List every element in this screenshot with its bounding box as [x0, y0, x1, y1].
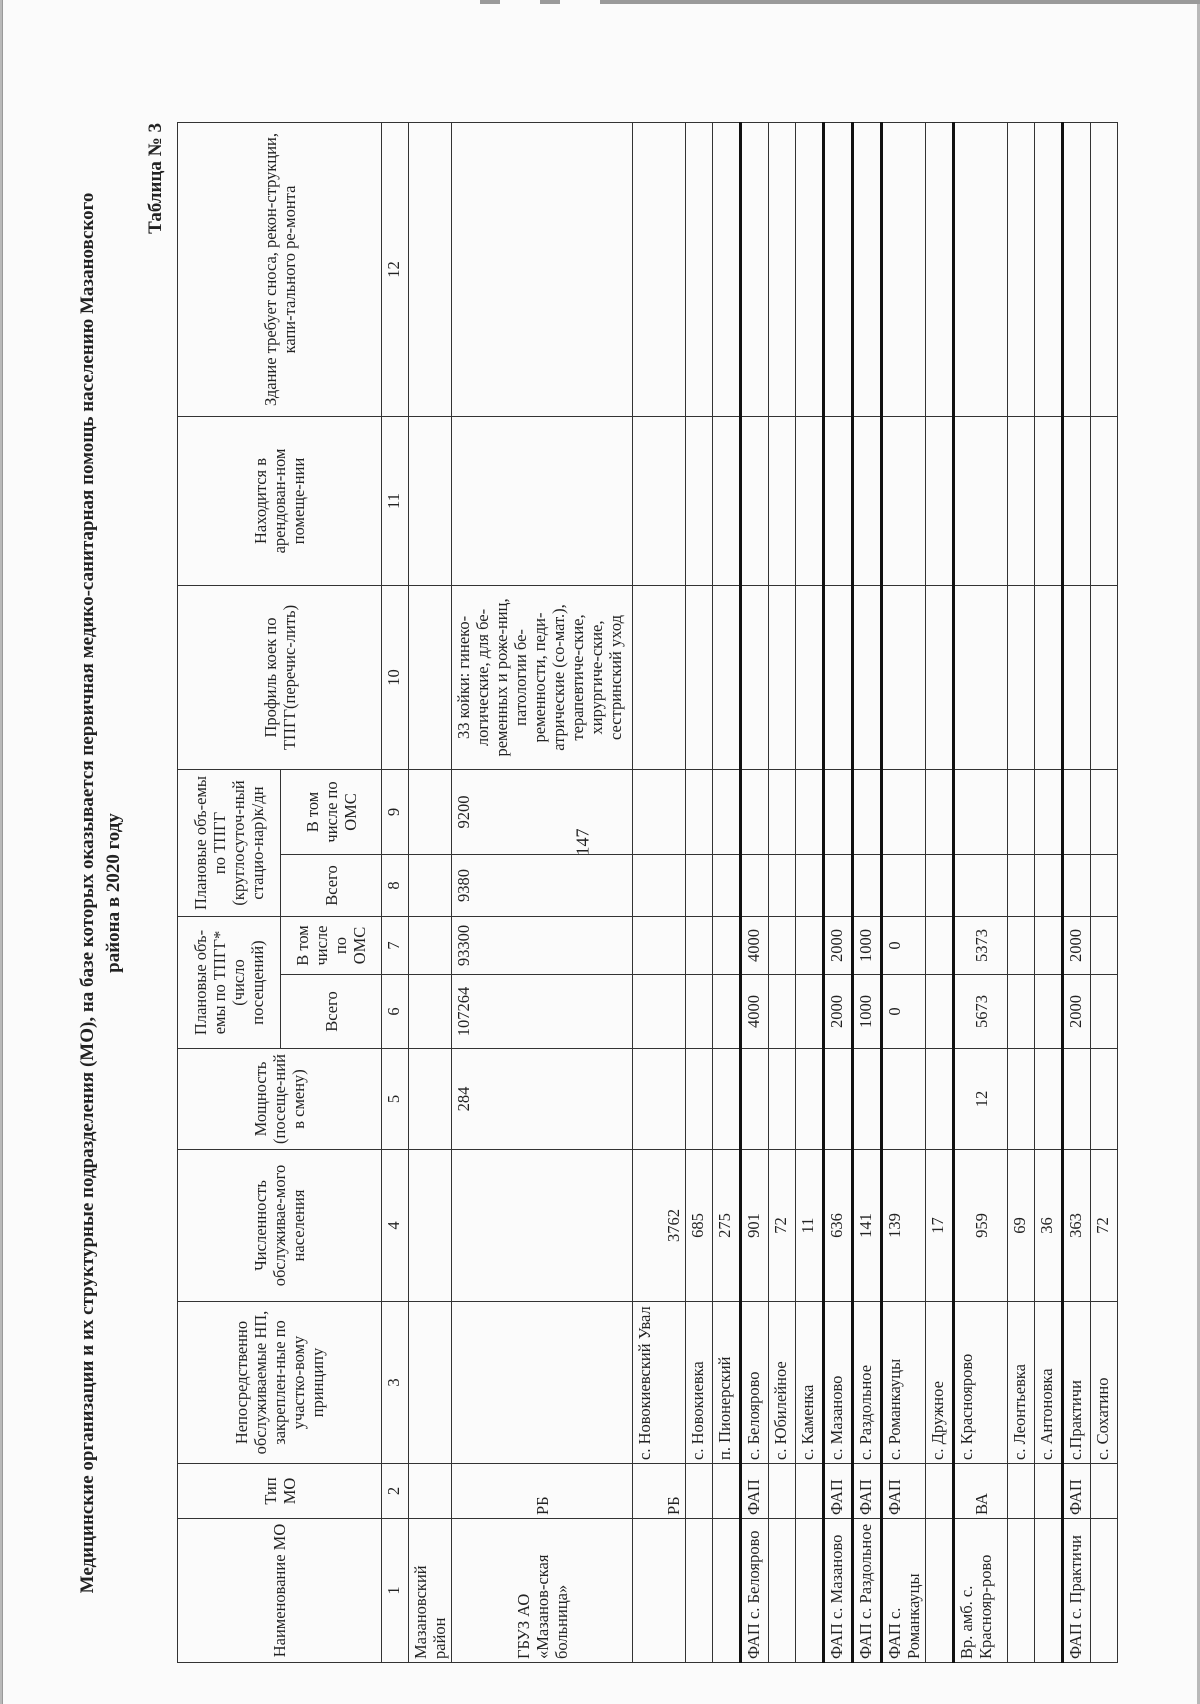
table-row — [882, 122, 926, 1662]
table-cell-c6: 4000 — [741, 975, 769, 1049]
table-cell-c8 — [853, 855, 882, 917]
table-cell-c3: с. Юбилейное — [769, 1302, 796, 1464]
table-cell-c3: с.Практичи — [1063, 1302, 1091, 1464]
table-cell-c12 — [853, 122, 882, 416]
table-cell-c1: Мазановский район — [409, 1519, 452, 1663]
table-cell-c11 — [853, 416, 882, 585]
document-title: Медицинские организации и их структурные подразделения (МО), на базе которых оказывается первичная медико-санитарная помощь населению Мазановского района в 2020 году — [77, 192, 124, 1594]
table-cell-c1 — [633, 1519, 686, 1663]
table-cell-c5: 284 — [452, 1049, 633, 1150]
table-cell-c9: 9200 — [452, 769, 633, 854]
table-cell-c9 — [633, 769, 686, 854]
table-cell-c3: с. Мазаново — [824, 1302, 853, 1464]
table-cell-c1: Вр. амб. с. Краснояр-рово — [954, 1519, 1008, 1663]
header-row — [178, 122, 281, 1662]
table-cell-c8 — [954, 855, 1008, 917]
table-row — [1008, 122, 1035, 1662]
table-cell-c4: 36 — [1035, 1150, 1063, 1302]
table-cell-c2 — [1035, 1464, 1063, 1519]
table-cell-c4: 11 — [796, 1150, 824, 1302]
table-cell-c3 — [452, 1302, 633, 1464]
table-cell-c10 — [633, 585, 686, 769]
table-cell-c9 — [409, 769, 452, 854]
table-cell-c10 — [1091, 585, 1118, 769]
table-cell-c8 — [633, 855, 686, 917]
table-cell-c11 — [1091, 416, 1118, 585]
table-cell-c4: 901 — [741, 1150, 769, 1302]
table-cell-c10 — [796, 585, 824, 769]
table-cell-c2 — [796, 1464, 824, 1519]
table-cell-c1 — [769, 1519, 796, 1663]
table-row — [824, 122, 853, 1662]
column-number: 11 — [382, 416, 409, 585]
table-cell-c9 — [796, 769, 824, 854]
table-cell-c4: 959 — [954, 1150, 1008, 1302]
table-cell-c2 — [686, 1464, 713, 1519]
table-cell-c3: с. Романкауцы — [882, 1302, 926, 1464]
table-cell-c2: ФАП — [824, 1464, 853, 1519]
table-cell-c8 — [1063, 855, 1091, 917]
header-visits-group: Плановые объ-емы по ТПГГ*(число посещений) — [178, 917, 281, 1049]
table-cell-c10: 33 койки: гинеко-логические, для бе-ременных и роже-ниц, патологии бе-ременности, педи-атрические (со-мат.), терапевтиче-ские, хирургиче-ские, сестринский уход — [452, 585, 633, 769]
table-cell-c12 — [686, 122, 713, 416]
table-row — [796, 122, 824, 1662]
table-cell-c10 — [686, 585, 713, 769]
table-cell-c3: с. Новокиевка — [686, 1302, 713, 1464]
table-cell-c4: 3762 — [633, 1150, 686, 1302]
table-cell-c3: с. Антоновка — [1035, 1302, 1063, 1464]
table-cell-c9 — [713, 769, 741, 854]
table-cell-c2 — [1091, 1464, 1118, 1519]
table-cell-c5 — [769, 1049, 796, 1150]
table-cell-c11 — [713, 416, 741, 585]
table-cell-c10 — [1008, 585, 1035, 769]
table-cell-c7: 4000 — [741, 917, 769, 975]
table-cell-c4: 275 — [713, 1150, 741, 1302]
table-cell-c3: с. Сохатино — [1091, 1302, 1118, 1464]
table-cell-c10 — [769, 585, 796, 769]
table-cell-c2: РБ — [452, 1464, 633, 1519]
table-cell-c11 — [1008, 416, 1035, 585]
table-cell-c10 — [824, 585, 853, 769]
table-cell-c12 — [882, 122, 926, 416]
table-cell-c11 — [954, 416, 1008, 585]
table-cell-c4: 72 — [1091, 1150, 1118, 1302]
table-cell-c7 — [796, 917, 824, 975]
table-cell-c7: 0 — [882, 917, 926, 975]
table-cell-c10 — [1063, 585, 1091, 769]
table-cell-c10 — [713, 585, 741, 769]
table-cell-c8: 9380 — [452, 855, 633, 917]
table-cell-c10 — [926, 585, 954, 769]
table-cell-c11 — [926, 416, 954, 585]
table-cell-c4: 69 — [1008, 1150, 1035, 1302]
table-cell-c2 — [769, 1464, 796, 1519]
table-cell-c4: 685 — [686, 1150, 713, 1302]
table-body — [409, 122, 1118, 1662]
table-cell-c9 — [1091, 769, 1118, 854]
table-cell-c7 — [1008, 917, 1035, 975]
table-cell-c9 — [686, 769, 713, 854]
table-cell-c11 — [824, 416, 853, 585]
table-cell-c6: 2000 — [824, 975, 853, 1049]
table-cell-c6: 0 — [882, 975, 926, 1049]
table-cell-c12 — [713, 122, 741, 416]
table-cell-c3: с. Дружное — [926, 1302, 954, 1464]
table-row — [769, 122, 796, 1662]
table-cell-c1: ФАП с. Мазаново — [824, 1519, 853, 1663]
table-cell-c7 — [713, 917, 741, 975]
table-cell-c11 — [1035, 416, 1063, 585]
table-cell-c6: 2000 — [1063, 975, 1091, 1049]
column-number: 12 — [382, 122, 409, 416]
table-cell-c8 — [686, 855, 713, 917]
table-cell-c7 — [1091, 917, 1118, 975]
table-cell-c12 — [452, 122, 633, 416]
table-cell-c12 — [1008, 122, 1035, 416]
column-number-row — [382, 122, 409, 1662]
table-cell-c7: 1000 — [853, 917, 882, 975]
column-number: 4 — [382, 1150, 409, 1302]
table-cell-c7: 5373 — [954, 917, 1008, 975]
table-cell-c7 — [1035, 917, 1063, 975]
facilities-table — [177, 122, 1118, 1663]
table-cell-c8 — [741, 855, 769, 917]
header-name: Наименование МО — [178, 1519, 382, 1663]
table-cell-c10 — [853, 585, 882, 769]
table-cell-c7 — [686, 917, 713, 975]
table-cell-c5 — [853, 1049, 882, 1150]
table-row — [713, 122, 741, 1662]
table-cell-c6 — [1035, 975, 1063, 1049]
table-cell-c1: ГБУЗ АО «Мазанов-ская больница» — [452, 1519, 633, 1663]
table-cell-c7: 2000 — [824, 917, 853, 975]
table-cell-c5 — [713, 1049, 741, 1150]
table-cell-c3: с. Красноярово — [954, 1302, 1008, 1464]
table-cell-c11 — [882, 416, 926, 585]
table-cell-c2: ФАП — [882, 1464, 926, 1519]
table-cell-c5 — [741, 1049, 769, 1150]
header-visits-total: Всего — [281, 975, 382, 1049]
column-number: 10 — [382, 585, 409, 769]
table-cell-c6 — [713, 975, 741, 1049]
table-cell-c11 — [409, 416, 452, 585]
table-cell-c7: 93300 — [452, 917, 633, 975]
table-row — [853, 122, 882, 1662]
table-cell-c8 — [824, 855, 853, 917]
table-row — [686, 122, 713, 1662]
table-cell-c9 — [769, 769, 796, 854]
table-cell-c3: с. Леонтьевка — [1008, 1302, 1035, 1464]
table-cell-c9 — [882, 769, 926, 854]
table-cell-c4: 17 — [926, 1150, 954, 1302]
table-cell-c2: ВА — [954, 1464, 1008, 1519]
table-cell-c3: п. Пионерский — [713, 1302, 741, 1464]
table-cell-c9 — [741, 769, 769, 854]
table-cell-c6 — [409, 975, 452, 1049]
table-cell-c7 — [409, 917, 452, 975]
table-cell-c2: ФАП — [741, 1464, 769, 1519]
table-cell-c3: с. Каменка — [796, 1302, 824, 1464]
table-cell-c8 — [1091, 855, 1118, 917]
table-cell-c6 — [1091, 975, 1118, 1049]
table-cell-c5 — [796, 1049, 824, 1150]
table-cell-c3: с. Раздольное — [853, 1302, 882, 1464]
table-cell-c6: 107264 — [452, 975, 633, 1049]
table-row — [1091, 122, 1118, 1662]
table-cell-c9 — [1035, 769, 1063, 854]
table-cell-c12 — [409, 122, 452, 416]
table-cell-c5 — [1063, 1049, 1091, 1150]
table-cell-c2: РБ — [633, 1464, 686, 1519]
table-cell-c5 — [1008, 1049, 1035, 1150]
table-row — [1063, 122, 1091, 1662]
table-cell-c1 — [686, 1519, 713, 1663]
table-cell-c9 — [926, 769, 954, 854]
table-cell-c8 — [409, 855, 452, 917]
table-cell-c12 — [1063, 122, 1091, 416]
table-cell-c4 — [452, 1150, 633, 1302]
table-cell-c1: ФАП с. Практичи — [1063, 1519, 1091, 1663]
header-visits-oms: В том числе по ОМС — [281, 917, 382, 975]
table-cell-c7 — [769, 917, 796, 975]
table-cell-c1 — [926, 1519, 954, 1663]
table-cell-c5 — [1035, 1049, 1063, 1150]
column-number: 1 — [382, 1519, 409, 1663]
table-row — [1035, 122, 1063, 1662]
table-cell-c1 — [713, 1519, 741, 1663]
column-number: 8 — [382, 855, 409, 917]
table-cell-c8 — [926, 855, 954, 917]
table-cell-c5 — [824, 1049, 853, 1150]
table-cell-c4 — [409, 1150, 452, 1302]
table-cell-c7 — [633, 917, 686, 975]
table-cell-c11 — [796, 416, 824, 585]
table-cell-c11 — [686, 416, 713, 585]
table-cell-c3: с. Белоярово — [741, 1302, 769, 1464]
table-row — [954, 122, 1008, 1662]
table-cell-c8 — [796, 855, 824, 917]
table-cell-c9 — [824, 769, 853, 854]
table-cell-c12 — [796, 122, 824, 416]
table-cell-c2 — [1008, 1464, 1035, 1519]
table-cell-c5 — [882, 1049, 926, 1150]
table-cell-c1: ФАП с. Белоярово — [741, 1519, 769, 1663]
header-capacity: Мощность (посеще-ний в смену) — [178, 1049, 382, 1150]
table-cell-c6 — [633, 975, 686, 1049]
table-row — [633, 122, 686, 1662]
column-number: 5 — [382, 1049, 409, 1150]
table-cell-c12 — [954, 122, 1008, 416]
table-cell-c1 — [1091, 1519, 1118, 1663]
column-number: 9 — [382, 769, 409, 854]
table-cell-c12 — [769, 122, 796, 416]
table-row — [926, 122, 954, 1662]
scan-edge-artifact — [0, 0, 1200, 14]
table-cell-c5 — [1091, 1049, 1118, 1150]
table-row — [741, 122, 769, 1662]
table-cell-c4: 636 — [824, 1150, 853, 1302]
table-cell-c12 — [926, 122, 954, 416]
table-cell-c6: 1000 — [853, 975, 882, 1049]
header-population: Численность обслуживае-мого населения — [178, 1150, 382, 1302]
table-cell-c6 — [769, 975, 796, 1049]
column-number: 6 — [382, 975, 409, 1049]
table-row — [452, 122, 633, 1662]
table-cell-c11 — [633, 416, 686, 585]
table-cell-c5 — [409, 1049, 452, 1150]
header-repair: Здание требует сноса, рекон-струкции, капи-тального ре-монта — [178, 122, 382, 416]
table-cell-c10 — [1035, 585, 1063, 769]
table-cell-c8 — [882, 855, 926, 917]
table-cell-c6 — [686, 975, 713, 1049]
header-bed-profile: Профиль коек по ТПГГ(перечис-лить) — [178, 585, 382, 769]
table-cell-c2: ФАП — [853, 1464, 882, 1519]
table-cell-c1: ФАП с. Романкауцы — [882, 1519, 926, 1663]
table-cell-c12 — [633, 122, 686, 416]
table-cell-c11 — [452, 416, 633, 585]
table-cell-c4: 72 — [769, 1150, 796, 1302]
column-number: 7 — [382, 917, 409, 975]
table-cell-c4: 141 — [853, 1150, 882, 1302]
column-number: 2 — [382, 1464, 409, 1519]
table-cell-c1 — [1008, 1519, 1035, 1663]
table-cell-c2 — [713, 1464, 741, 1519]
table-cell-c5 — [633, 1049, 686, 1150]
page-number: 147 — [572, 828, 593, 856]
table-cell-c8 — [1035, 855, 1063, 917]
table-cell-c1 — [796, 1519, 824, 1663]
column-number: 3 — [382, 1302, 409, 1464]
table-label: Таблица № 3 — [145, 123, 166, 234]
table-cell-c1: ФАП с. Раздольное — [853, 1519, 882, 1663]
table-row — [409, 122, 452, 1662]
table-cell-c2 — [409, 1464, 452, 1519]
table-cell-c10 — [741, 585, 769, 769]
table-cell-c3: с. Новокиевский Увал — [633, 1302, 686, 1464]
table-cell-c9 — [853, 769, 882, 854]
table-cell-c6: 5673 — [954, 975, 1008, 1049]
table-cell-c6 — [796, 975, 824, 1049]
table-cell-c12 — [1035, 122, 1063, 416]
rotated-content — [75, 123, 1135, 1663]
table-cell-c1 — [1035, 1519, 1063, 1663]
table-cell-c10 — [409, 585, 452, 769]
header-beddays-total: Всего — [281, 855, 382, 917]
table-cell-c12 — [741, 122, 769, 416]
table-cell-c11 — [769, 416, 796, 585]
header-rented: Находится в арендован-ном помеще-нии — [178, 416, 382, 585]
table-cell-c9 — [1008, 769, 1035, 854]
table-cell-c8 — [769, 855, 796, 917]
table-cell-c12 — [1091, 122, 1118, 416]
table-cell-c6 — [926, 975, 954, 1049]
table-cell-c10 — [954, 585, 1008, 769]
table-cell-c9 — [954, 769, 1008, 854]
table-cell-c11 — [1063, 416, 1091, 585]
table-cell-c9 — [1063, 769, 1091, 854]
table-cell-c5 — [926, 1049, 954, 1150]
table-cell-c5 — [686, 1049, 713, 1150]
table-cell-c3 — [409, 1302, 452, 1464]
header-type: Тип МО — [178, 1464, 382, 1519]
table-cell-c5: 12 — [954, 1049, 1008, 1150]
table-cell-c6 — [1008, 975, 1035, 1049]
table-cell-c7: 2000 — [1063, 917, 1091, 975]
table-cell-c8 — [713, 855, 741, 917]
table-cell-c2: ФАП — [1063, 1464, 1091, 1519]
table-cell-c11 — [741, 416, 769, 585]
table-cell-c12 — [824, 122, 853, 416]
table-cell-c4: 363 — [1063, 1150, 1091, 1302]
header-bed-days-group: Плановые объ-емы по ТПГГ (круглосуточ-ный стацио-нар)к/дн — [178, 769, 281, 916]
table-cell-c4: 139 — [882, 1150, 926, 1302]
table-cell-c8 — [1008, 855, 1035, 917]
table-cell-c2 — [926, 1464, 954, 1519]
table-cell-c7 — [926, 917, 954, 975]
header-beddays-oms: В том числе по ОМС — [281, 769, 382, 854]
table-cell-c10 — [882, 585, 926, 769]
header-settlements: Непосредственно обслуживаемые НП, закреплен-ные по участко-вому принципу — [178, 1302, 382, 1464]
